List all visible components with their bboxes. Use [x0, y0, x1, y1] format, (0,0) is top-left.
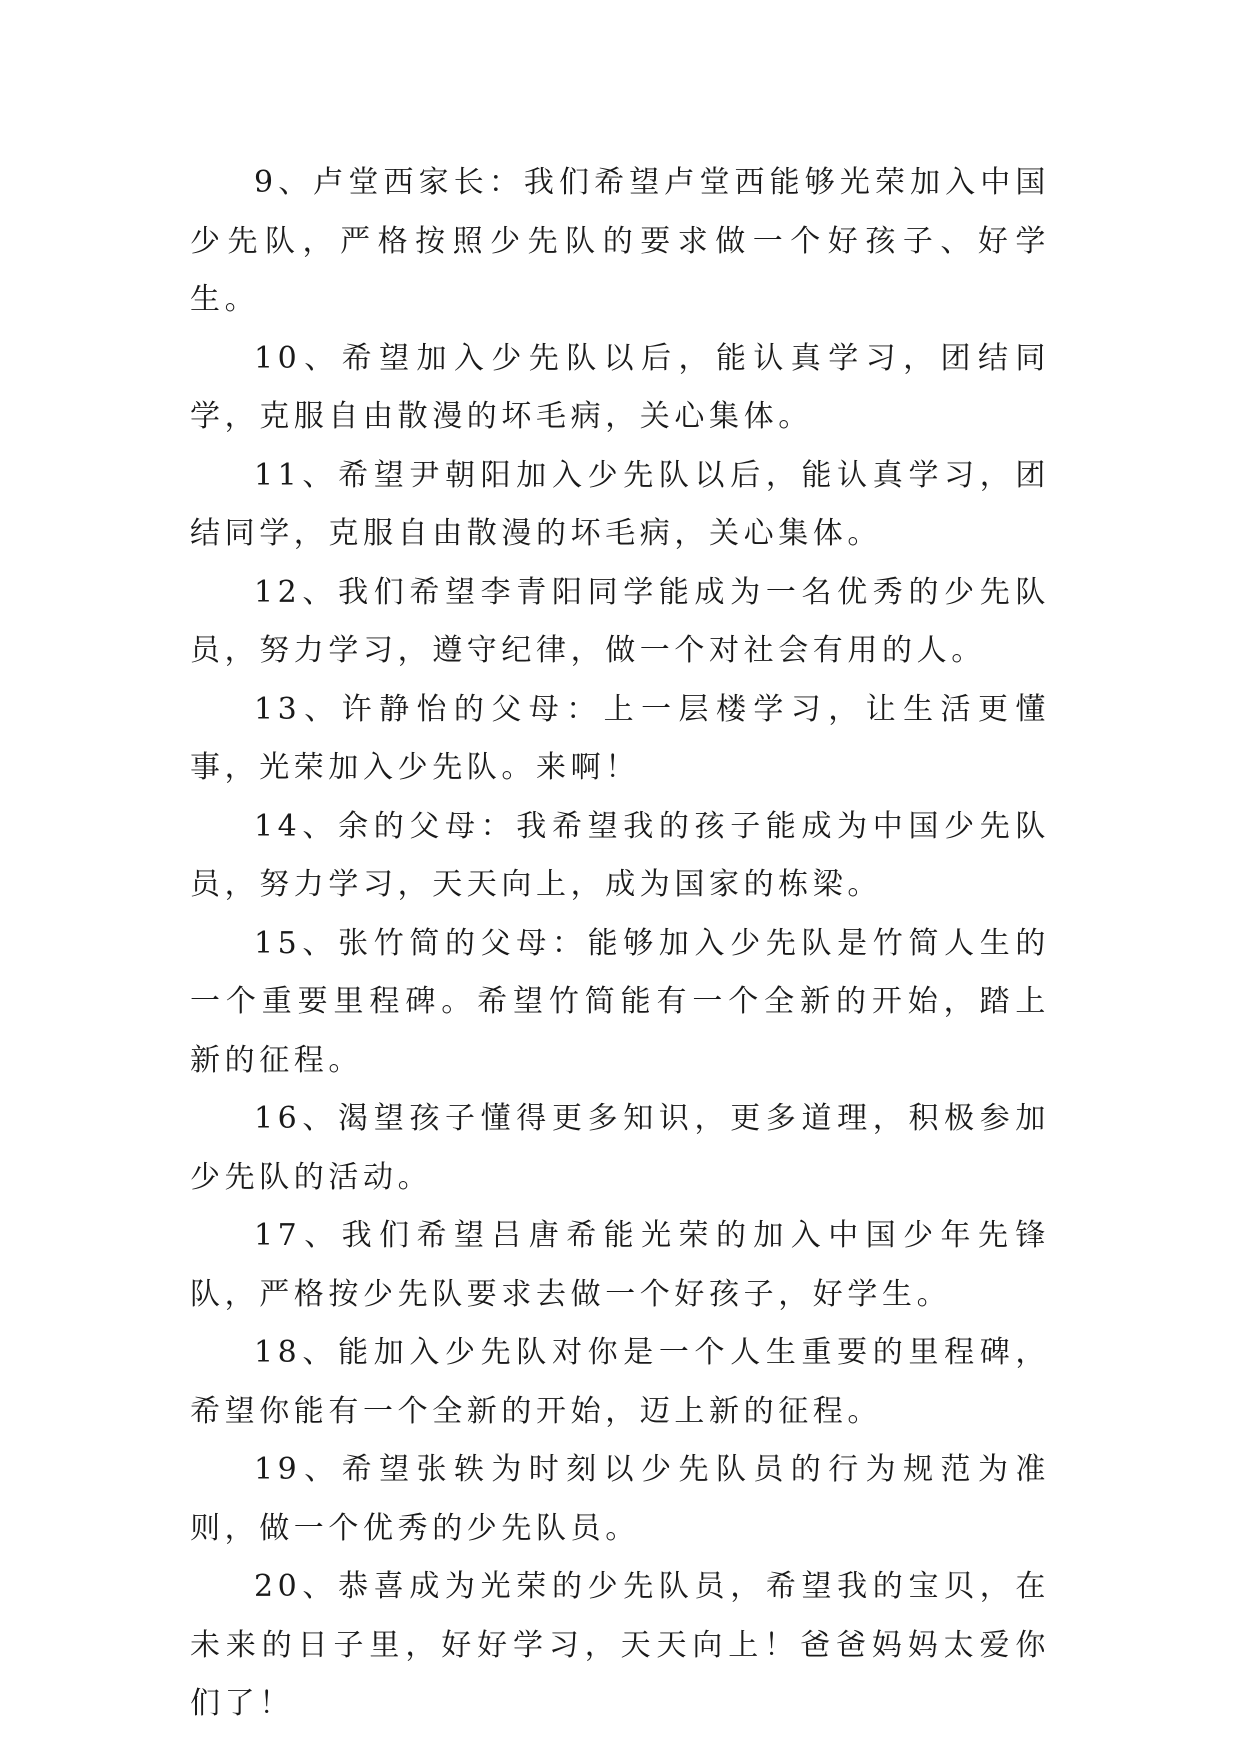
paragraph-17: 17、我们希望吕唐希能光荣的加入中国少年先锋队，严格按少先队要求去做一个好孩子，好学生。	[190, 1218, 1050, 1312]
document-body	[190, 154, 1050, 1734]
paragraph-16: 16、渴望孩子懂得更多知识，更多道理，积极参加少先队的活动。	[190, 1101, 1050, 1195]
paragraph-9: 9、卢堂西家长：我们希望卢堂西能够光荣加入中国少先队，严格按照少先队的要求做一个好孩子、好学生。	[190, 165, 1050, 317]
paragraph-19: 19、希望张轶为时刻以少先队员的行为规范为准则，做一个优秀的少先队员。	[190, 1452, 1050, 1546]
paragraph-15: 15、张竹简的父母：能够加入少先队是竹简人生的一个重要里程碑。希望竹简能有一个全新的开始，踏上新的征程。	[190, 925, 1050, 1078]
paragraph-11: 11、希望尹朝阳加入少先队以后，能认真学习，团结同学，克服自由散漫的坏毛病，关心集体。	[190, 457, 1050, 551]
paragraph-14: 14、余的父母：我希望我的孩子能成为中国少先队员，努力学习，天天向上，成为国家的栋梁。	[190, 808, 1050, 902]
paragraph-12: 12、我们希望李青阳同学能成为一名优秀的少先队员，努力学习，遵守纪律，做一个对社会有用的人。	[190, 574, 1050, 668]
paragraph-10: 10、希望加入少先队以后，能认真学习，团结同学，克服自由散漫的坏毛病，关心集体。	[190, 340, 1050, 434]
paragraph-13: 13、许静怡的父母：上一层楼学习，让生活更懂事，光荣加入少先队。来啊！	[190, 691, 1050, 785]
paragraph-18: 18、能加入少先队对你是一个人生重要的里程碑，希望你能有一个全新的开始，迈上新的征程。	[190, 1335, 1050, 1429]
paragraph-20: 20、恭喜成为光荣的少先队员，希望我的宝贝，在未来的日子里，好好学习，天天向上！爸爸妈妈太爱你们了！	[190, 1569, 1050, 1721]
